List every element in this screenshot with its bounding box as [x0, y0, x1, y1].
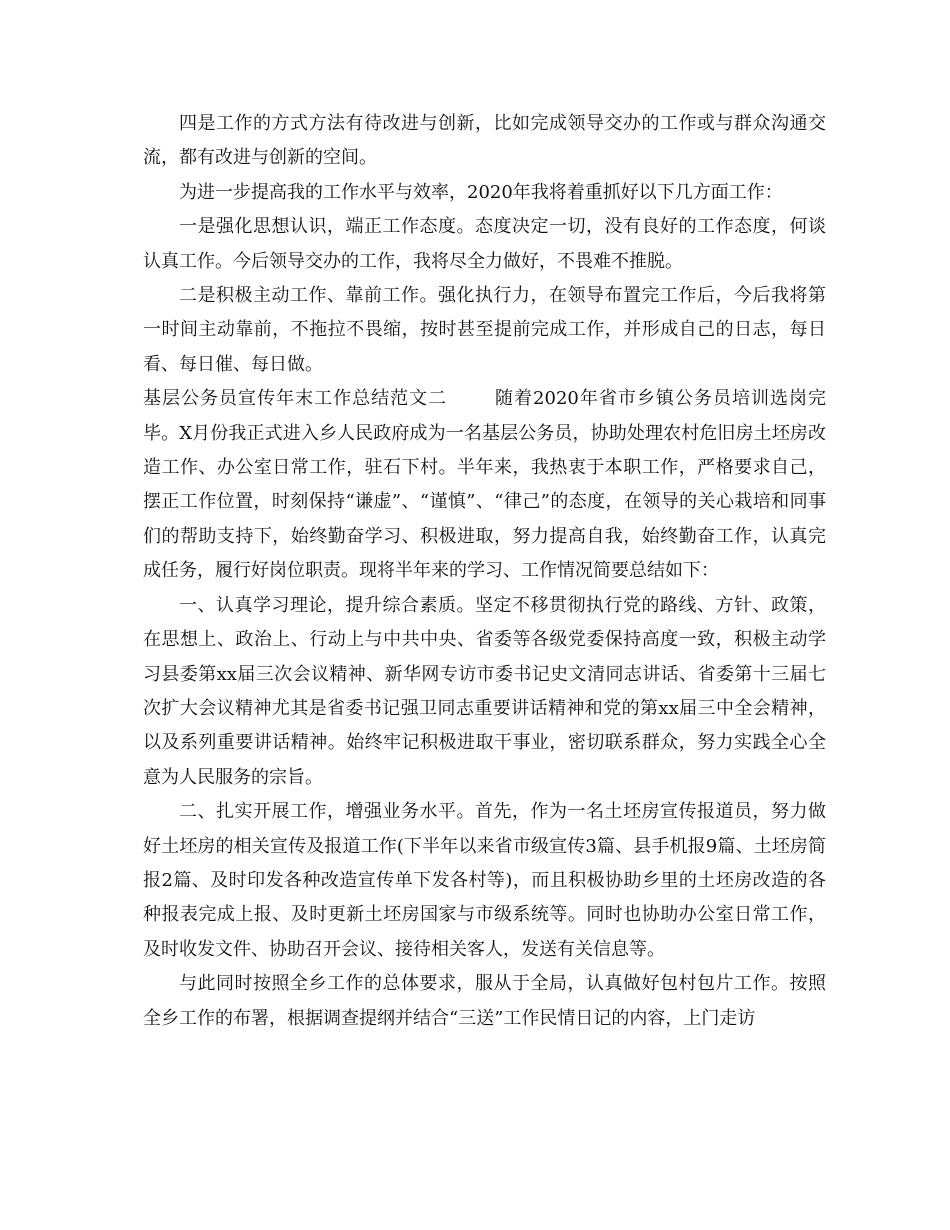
paragraph-improvement-methods: 四是工作的方式方法有待改进与创新，比如完成领导交办的工作或与群众沟通交流，都有改进与创新的空间。 — [143, 113, 826, 169]
paragraph-plan-two: 二是积极主动工作、靠前工作。强化执行力，在领导布置完工作后，今后我将第一时间主动靠前，不拖拉不畏缩，按时甚至提前完成工作，并形成自己的日志，每日看、每日催、每日做。 — [143, 285, 826, 375]
paragraph-2020-plan-intro: 为进一步提高我的工作水平与效率，2020年我将着重抓好以下几方面工作： — [179, 181, 783, 203]
paragraph-study-theory: 一、认真学习理论，提升综合素质。坚定不移贯彻执行党的路线、方针、政策，在思想上、政治上、行动上与中共中央、省委等各级党委保持高度一致，积极主动学习县委第xx届三次会议精神、新华网专访市委书记史文清同志讲话、省委第十三届七次扩大会议精神尤其是省委书记强卫同志重要讲话精神和党的第xx届三中全会精神，以及系列重要讲话精神。始终牢记积极进取干事业，密切联系群众，努力实践全心全意为人民服务的宗旨。 — [143, 594, 826, 788]
section-title: 基层公务员宣传年末工作总结范文二 — [143, 388, 448, 410]
document-body — [143, 107, 826, 1036]
section-intro-text: 随着2020年省市乡镇公务员培训选岗完毕。X月份我正式进入乡人民政府成为一名基层公务员，协助处理农村危旧房土坯房改造工作、办公室日常工作，驻石下村。半年来，我热衷于本职工作，严格要求自己，摆正工作位置，时刻保持“谦虚”、“谨慎”、“律己”的态度，在领导的关心栽培和同事们的帮助支持下，始终勤奋学习、积极进取，努力提高自我，始终勤奋工作，认真完成任务，履行好岗位职责。现将半年来的学习、工作情况简要总结如下： — [143, 388, 827, 582]
paragraph-village-work: 与此同时按照全乡工作的总体要求，服从于全局，认真做好包村包片工作。按照全乡工作的布署，根据调查提纲并结合“三送”工作民情日记的内容，上门走访 — [143, 973, 826, 1029]
paragraph-sample-two — [143, 382, 826, 588]
paragraph-work-business: 二、扎实开展工作，增强业务水平。首先，作为一名土坯房宣传报道员，努力做好土坯房的相关宣传及报道工作(下半年以来省市级宣传3篇、县手机报9篇、土坯房简报2篇、及时印发各种改造宣传单下发各村等)，而且积极协助乡里的土坯房改造的各种报表完成上报、及时更新土坯房国家与市级系统等。同时也协助办公室日常工作，及时收发文件、协助召开会议、接待相关客人，发送有关信息等。 — [143, 801, 826, 960]
paragraph-plan-one: 一是强化思想认识，端正工作态度。态度决定一切，没有良好的工作态度，何谈认真工作。今后领导交办的工作，我将尽全力做好，不畏难不推脱。 — [143, 216, 826, 272]
